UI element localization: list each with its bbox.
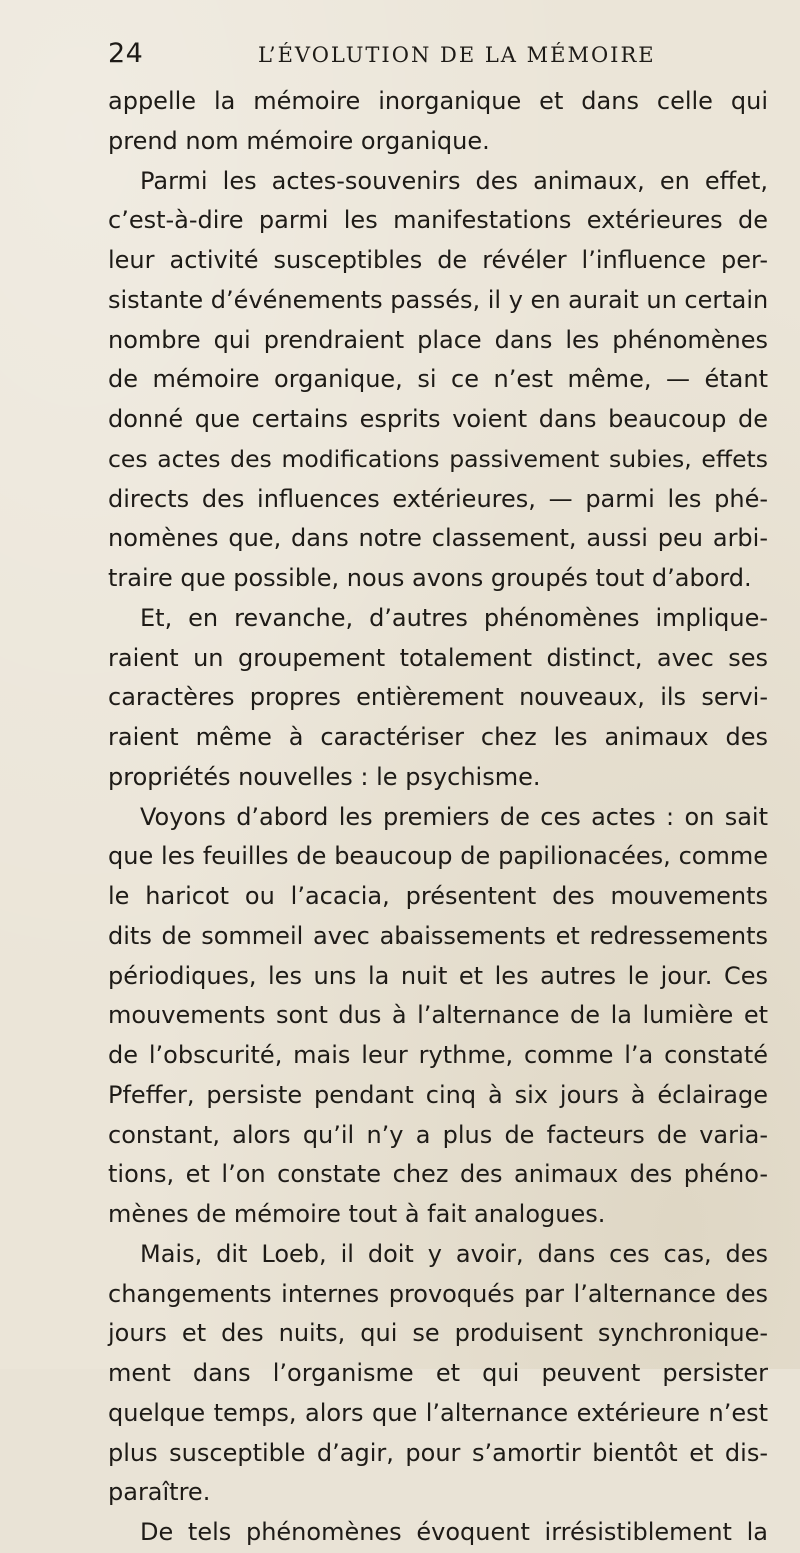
- text-line: nombre qui prendraient place dans les phénomènes: [108, 325, 768, 354]
- text-line: jours et des nuits, qui se produisent synchronique-: [108, 1319, 768, 1348]
- running-head: [108, 38, 760, 70]
- text-line: raient même à caractériser chez les animaux des: [108, 723, 768, 751]
- text-line: appelle la mémoire inorganique et dans celle qui: [108, 87, 768, 115]
- text-line: de mémoire organique, si ce n’est même, — étant: [108, 365, 768, 394]
- text-line: dits de sommeil avec abaissements et redressements: [108, 921, 768, 950]
- text-line: caractères propres entièrement nouveaux, ils servi-: [108, 683, 768, 712]
- text-line: plus susceptible d’agir, pour s’amortir bientôt et dis-: [108, 1438, 768, 1467]
- text-line: mouvements sont dus à l’alternance de la lumière et: [108, 1001, 768, 1030]
- text-line: Mais, dit Loeb, il doit y avoir, dans ces cas, des: [140, 1239, 768, 1268]
- body-text: [108, 82, 768, 1553]
- text-line: De tels phénomènes évoquent irrésistiblement la: [140, 1518, 768, 1546]
- text-line: que les feuilles de beaucoup de papilionacées, comme: [108, 842, 768, 871]
- text-line: périodiques, les uns la nuit et les autres le jour. Ces: [108, 961, 768, 990]
- text-line: constant, alors qu’il n’y a plus de facteurs de varia-: [108, 1120, 768, 1149]
- text-line: ment dans l’organisme et qui peuvent persister: [108, 1359, 768, 1387]
- text-line: paraître.: [108, 1478, 211, 1507]
- text-line: Voyons d’abord les premiers de ces actes : on sait: [140, 802, 768, 831]
- text-line: mènes de mémoire tout à fait analogues.: [108, 1200, 606, 1228]
- running-title: L’ÉVOLUTION DE LA MÉMOIRE: [258, 43, 656, 67]
- text-line: tions, et l’on constate chez des animaux des phéno-: [108, 1160, 768, 1189]
- text-line: Et, en revanche, d’autres phénomènes implique-: [140, 603, 768, 632]
- text-line: le haricot ou l’acacia, présentent des mouvements: [108, 882, 768, 910]
- text-line: sistante d’événements passés, il y en aurait un certain: [108, 285, 769, 314]
- text-line: propriétés nouvelles : le psychisme.: [108, 762, 541, 791]
- text-line: traire que possible, nous avons groupés tout d’abord.: [108, 564, 752, 592]
- page-number: 24: [108, 38, 144, 69]
- text-line: c’est-à-dire parmi les manifestations extérieures de: [108, 206, 768, 235]
- text-line: nomènes que, dans notre classement, aussi peu arbi-: [108, 524, 768, 553]
- text-line: prend nom mémoire organique.: [108, 126, 490, 155]
- text-line: leur activité susceptibles de révéler l’influence per-: [108, 246, 768, 274]
- text-line: ces actes des modifications passivement subies, effets: [108, 444, 768, 473]
- text-line: directs des influences extérieures, — parmi les phé-: [108, 484, 768, 513]
- text-line: raient un groupement totalement distinct, avec ses: [108, 643, 768, 672]
- text-line: quelque temps, alors que l’alternance extérieure n’est: [108, 1398, 768, 1427]
- text-line: changements internes provoqués par l’alternance des: [108, 1279, 768, 1308]
- text-line: de l’obscurité, mais leur rythme, comme l’a constaté: [108, 1041, 768, 1069]
- text-line: donné que certains esprits voient dans beaucoup de: [108, 405, 768, 433]
- text-line: Pfeffer, persiste pendant cinq à six jours à éclairage: [108, 1080, 768, 1109]
- text-line: Parmi les actes-souvenirs des animaux, en effet,: [140, 166, 768, 195]
